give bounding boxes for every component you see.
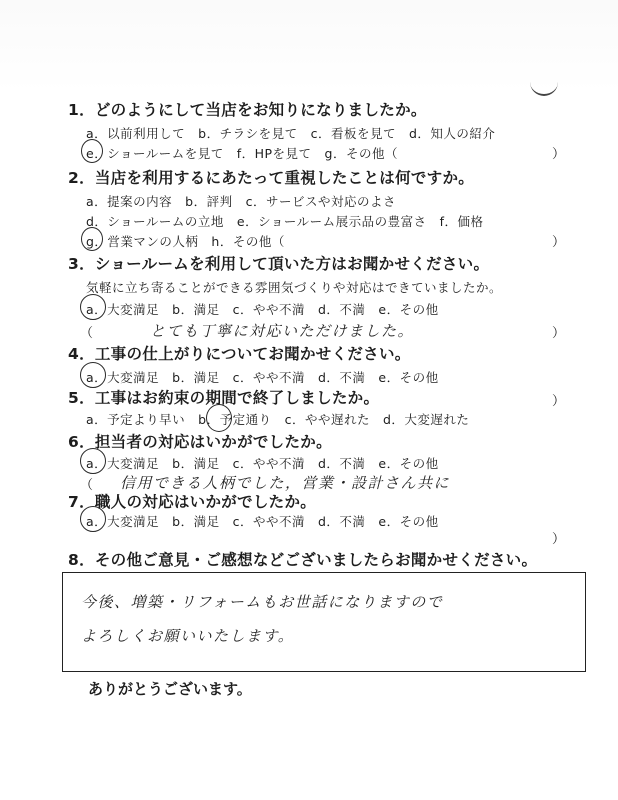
q8-title: 8．その他ご意見・ご感想などございましたらお聞かせください。 <box>68 551 538 569</box>
q1-title: 1．どのようにして当店をお知りになりましたか。 <box>68 101 427 119</box>
q7-title: 7．職人の対応はいかがでしたか。 <box>68 493 317 511</box>
q2-options-1: a．提案の内容 b．評判 c．サービスや対応のよさ <box>86 194 396 209</box>
q1-paren-close: ） <box>552 147 566 162</box>
q2-options-3: g．営業マンの人柄 h．その他（ <box>86 234 285 249</box>
answer-circle-q4-a <box>80 362 106 388</box>
q1-options-2: e．ショールームを見て f．HPを見て g．その他（ <box>86 146 398 161</box>
answer-circle-q2-g <box>81 227 103 251</box>
q6-paren-open: （ <box>80 478 94 493</box>
q7-options: a．大変満足 b．満足 c．やや不満 d．不満 e．その他 <box>86 514 439 529</box>
paper-top-edge <box>0 0 618 92</box>
q4-options: a．大変満足 b．満足 c．やや不満 d．不満 e．その他 <box>86 370 439 385</box>
q2-title: 2．当店を利用するにあたって重視したことは何ですか。 <box>68 169 475 187</box>
q3-subquestion: 気軽に立ち寄ることができる雰囲気づくりや対応はできていましたか。 <box>86 280 503 295</box>
q3-handwritten-comment: とても丁寧に対応いただけました。 <box>150 322 415 340</box>
q3-title: 3．ショールームを利用して頂いた方はお聞かせください。 <box>68 255 490 273</box>
answer-circle-q5-b <box>206 404 232 432</box>
q3-paren-close: ） <box>552 326 566 341</box>
q2-paren-close: ） <box>552 235 566 250</box>
answer-circle-q6-a <box>80 448 106 474</box>
q8-comment-box <box>62 572 586 672</box>
q2-options-2: d．ショールームの立地 e．ショールーム展示品の豊富さ f．価格 <box>86 214 484 229</box>
q7-paren-close: ） <box>552 532 566 547</box>
survey-sheet <box>40 88 600 700</box>
q6-title: 6．担当者の対応はいかがでしたか。 <box>68 433 332 451</box>
q5-options: a．予定より早い b．予定通り c．やや遅れた d．大変遅れた <box>86 412 470 427</box>
q8-handwritten-line-2: よろしくお願いいたします。 <box>81 627 295 645</box>
q4-title: 4．工事の仕上がりについてお聞かせください。 <box>68 345 411 363</box>
answer-circle-q7-a <box>80 506 106 532</box>
q6-options: a．大変満足 b．満足 c．やや不満 d．不満 e．その他 <box>86 456 439 471</box>
q8-handwritten-line-1: 今後、増築・リフォームもお世話になりますので <box>81 593 444 611</box>
answer-circle-q1-e <box>81 139 103 163</box>
q6-handwritten-comment: 信用できる人柄でした，営業・設計さん共に <box>120 474 451 492</box>
q4-paren-close: ） <box>552 394 566 409</box>
q3-options: a．大変満足 b．満足 c．やや不満 d．不満 e．その他 <box>86 302 439 317</box>
q3-paren-open: （ <box>80 326 94 341</box>
closing-thanks: ありがとうございます。 <box>88 680 252 698</box>
q1-options-1: a．以前利用して b．チラシを見て c．看板を見て d．知人の紹介 <box>86 126 496 141</box>
answer-circle-q3-a <box>80 294 106 320</box>
q5-title: 5．工事はお約束の期間で終了しましたか。 <box>68 389 380 407</box>
